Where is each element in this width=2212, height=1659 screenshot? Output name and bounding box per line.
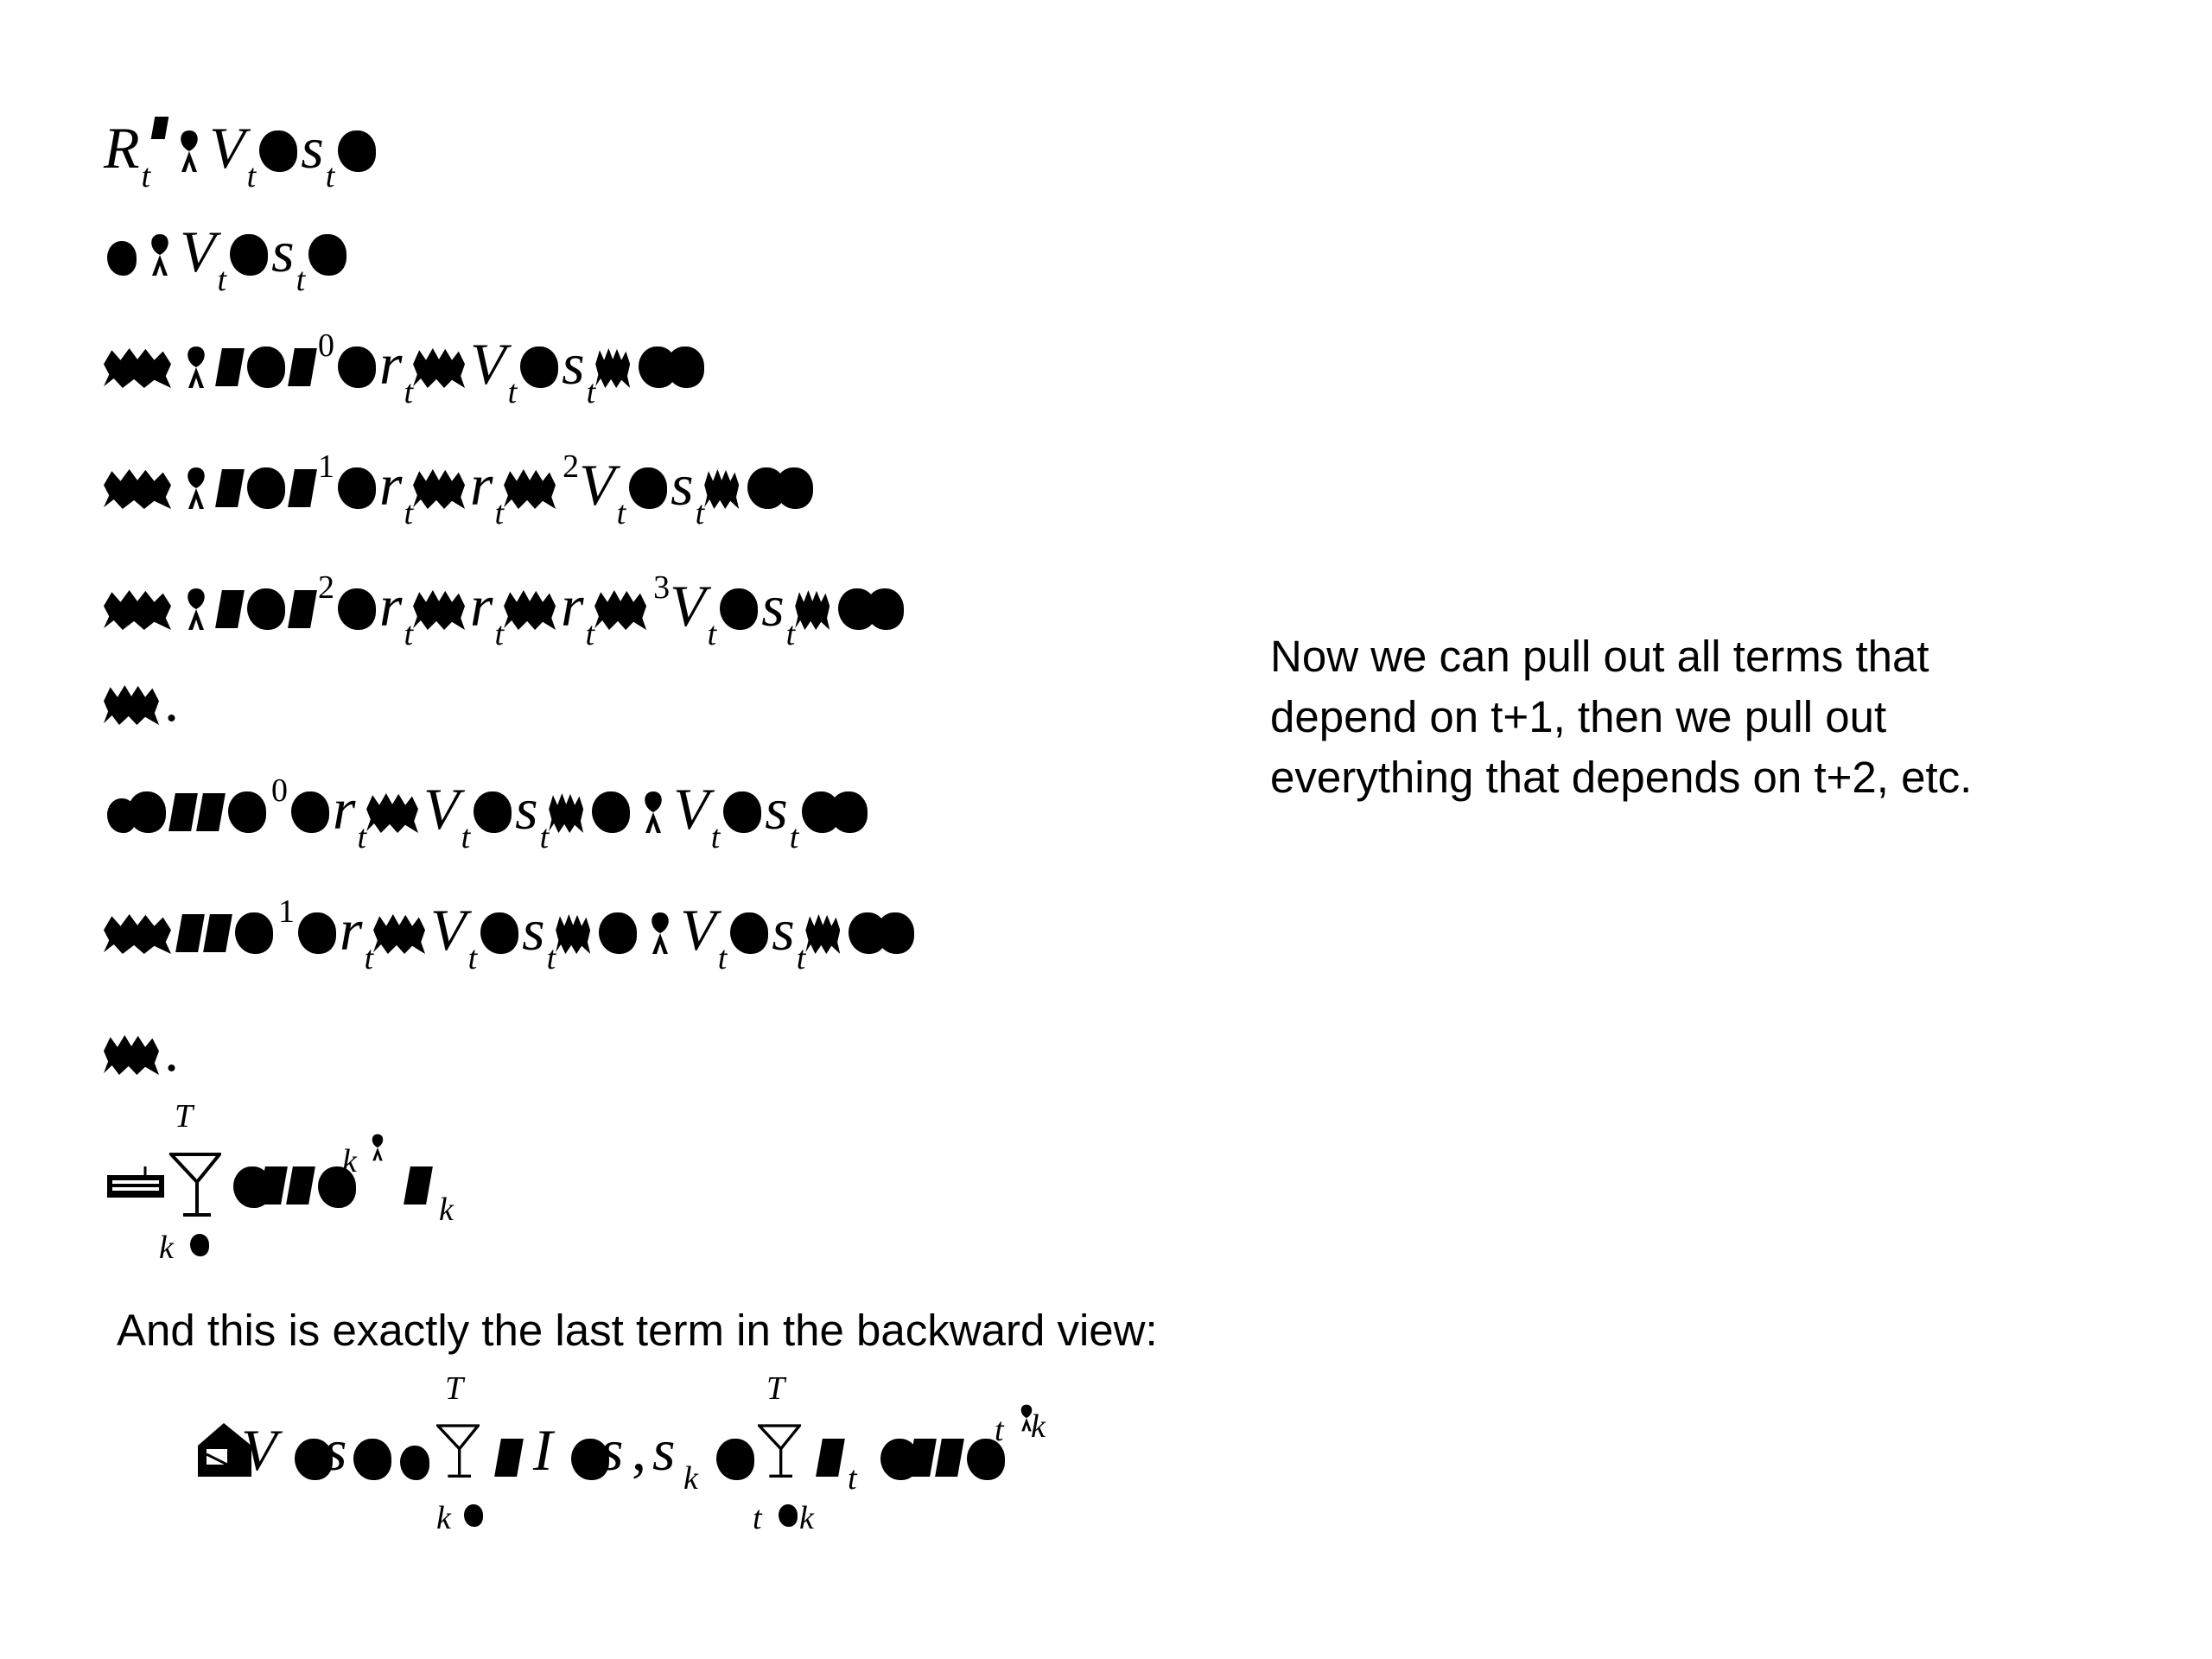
garbled-glyph xyxy=(935,1439,964,1477)
garbled-glyph xyxy=(816,1439,845,1477)
ribbon-glyph xyxy=(181,343,211,391)
superscript-t: t xyxy=(995,1412,1004,1448)
garbled-glyph xyxy=(215,469,245,507)
symbol-s: s xyxy=(515,776,538,842)
symbol-I: I xyxy=(533,1417,553,1483)
paren-glyph xyxy=(353,1439,391,1480)
symbol-V: V xyxy=(430,897,467,963)
sum-lower-limit: k xyxy=(159,1230,174,1266)
ribbon-glyph xyxy=(181,464,211,512)
operator-glyph xyxy=(104,590,171,630)
side-note: Now we can pull out all terms that depend on t+1, then we pull out everything that depends on t+2, etc. xyxy=(1270,632,1973,802)
symbol-V: V xyxy=(680,897,716,963)
subscript-t: t xyxy=(695,495,705,531)
subscript-t: t xyxy=(717,940,728,976)
equation-line-5 xyxy=(104,540,907,652)
subscript-t: t xyxy=(404,616,414,652)
continuation-dots: . xyxy=(164,1018,179,1084)
superscript-1: 1 xyxy=(278,893,295,930)
sum-sigma-glyph xyxy=(169,1151,221,1220)
symbol-s: s xyxy=(271,219,295,284)
subscript-t: t xyxy=(357,819,367,855)
garbled-glyph xyxy=(404,1166,433,1205)
sum-sigma-glyph xyxy=(758,1421,801,1482)
sum-lower-k: k xyxy=(799,1500,814,1536)
symbol-r: r xyxy=(470,573,493,639)
subscript-t: t xyxy=(507,374,518,410)
operator-glyph xyxy=(556,914,590,954)
subscript-t: t xyxy=(217,262,227,298)
garbled-operator-glyph xyxy=(107,1166,164,1201)
ribbon-glyph xyxy=(181,585,211,633)
symbol-V: V xyxy=(470,331,506,397)
operator-glyph xyxy=(504,590,556,630)
sum-sigma-glyph xyxy=(436,1421,480,1482)
paren-glyph xyxy=(474,791,512,833)
symbol-r: r xyxy=(379,452,403,518)
equation-line-4 xyxy=(104,419,817,531)
paren-glyph xyxy=(599,912,637,954)
operator-glyph xyxy=(594,590,646,630)
equation-line-3 xyxy=(104,298,708,410)
operator-glyph xyxy=(413,590,465,630)
garbled-glyph xyxy=(494,1439,524,1477)
subscript-t: t xyxy=(467,940,478,976)
operator-glyph xyxy=(104,914,171,954)
subscript-t: t xyxy=(364,940,374,976)
subscript-t: t xyxy=(404,374,414,410)
garbled-glyph xyxy=(779,1504,798,1527)
subscript-t: t xyxy=(461,819,471,855)
garbled-glyph xyxy=(168,793,198,831)
symbol-s: s xyxy=(522,897,545,963)
paren-glyph xyxy=(235,912,273,954)
subscript-t: t xyxy=(789,819,799,855)
backward-view-equation xyxy=(194,1370,1102,1542)
subscript-t: t xyxy=(616,495,626,531)
symbol-s: s xyxy=(324,1417,347,1483)
operator-glyph xyxy=(595,348,630,388)
equals-glyph xyxy=(190,1234,209,1256)
subscript-t: t xyxy=(586,374,596,410)
subscript-t: t xyxy=(246,158,257,194)
paren-glyph xyxy=(775,467,813,509)
subscript-t: t xyxy=(585,616,595,652)
subscript-t: t xyxy=(785,616,796,652)
paren-glyph xyxy=(338,588,376,630)
subscript-t: t xyxy=(707,616,717,652)
symbol-s: s xyxy=(562,331,585,397)
paren-glyph xyxy=(716,1439,754,1480)
equation-line-7 xyxy=(104,743,871,855)
superscript-3: 3 xyxy=(653,569,671,606)
ribbon-glyph xyxy=(175,127,204,175)
garbled-glyph xyxy=(196,793,226,831)
sum-upper-limit: T xyxy=(766,1370,785,1407)
caption-text: And this is exactly the last term in the backward view: xyxy=(117,1306,1158,1355)
operator-glyph xyxy=(104,348,171,388)
superscript-2: 2 xyxy=(563,448,580,485)
paren-glyph xyxy=(338,130,376,172)
symbol-s: s xyxy=(601,1417,624,1483)
paren-glyph xyxy=(259,130,297,172)
symbol-s: s xyxy=(301,115,324,181)
symbol-V: V xyxy=(423,776,460,842)
subscript-t: t xyxy=(296,262,306,298)
subscript-t: t xyxy=(539,819,550,855)
paren-glyph xyxy=(730,912,768,954)
operator-glyph xyxy=(504,469,556,509)
symbol-r: r xyxy=(333,776,356,842)
garbled-glyph xyxy=(215,590,245,628)
paren-glyph xyxy=(723,791,761,833)
superscript-0: 0 xyxy=(271,772,288,809)
garbled-glyph xyxy=(215,348,245,386)
subscript-k: k xyxy=(683,1460,698,1497)
garbled-glyph xyxy=(203,914,232,952)
paren-glyph xyxy=(291,791,329,833)
operator-glyph xyxy=(104,685,159,725)
operator-glyph xyxy=(413,469,465,509)
paren-glyph xyxy=(128,791,166,833)
equals-glyph xyxy=(400,1446,429,1480)
sum-upper-limit: T xyxy=(445,1370,464,1407)
symbol-V: V xyxy=(209,115,245,181)
symbol-s: s xyxy=(772,897,795,963)
symbol-r: r xyxy=(470,452,493,518)
paren-glyph xyxy=(592,791,630,833)
subscript-t: t xyxy=(141,158,151,194)
comma: , xyxy=(632,1417,646,1483)
subscript-t: t xyxy=(494,495,505,531)
ribbon-glyph xyxy=(368,1132,387,1163)
garbled-glyph xyxy=(288,590,317,628)
paren-glyph xyxy=(230,234,268,276)
symbol-s: s xyxy=(671,452,694,518)
equation-line-8 xyxy=(104,864,918,976)
symbol-V: V xyxy=(180,219,216,284)
sum-upper-limit: T xyxy=(175,1098,194,1135)
subscript-t: t xyxy=(710,819,721,855)
equation-line-9 xyxy=(104,985,179,1084)
superscript-0: 0 xyxy=(318,327,334,364)
sum-lower-limit: k xyxy=(436,1500,451,1536)
equals-glyph xyxy=(107,241,137,276)
sum-lower-limit: t xyxy=(753,1500,762,1536)
subscript-t: t xyxy=(325,158,335,194)
symbol-V: V xyxy=(579,452,615,518)
superscript-2: 2 xyxy=(318,569,334,606)
paren-glyph xyxy=(247,467,285,509)
subscript-t: t xyxy=(796,940,806,976)
symbol-s-k: s xyxy=(652,1417,676,1483)
operator-glyph xyxy=(795,590,830,630)
symbol-s: s xyxy=(765,776,788,842)
paren-glyph xyxy=(876,912,914,954)
subscript-t: t xyxy=(494,616,505,652)
garbled-glyph xyxy=(464,1504,483,1527)
superscript-1: 1 xyxy=(318,448,334,485)
symbol-V: V xyxy=(673,776,709,842)
ribbon-glyph xyxy=(145,231,175,279)
operator-glyph xyxy=(549,793,583,833)
paren-glyph xyxy=(830,791,868,833)
symbol-r: r xyxy=(340,897,363,963)
superscript-k: k xyxy=(1031,1408,1046,1445)
subscript-t: t xyxy=(848,1460,857,1497)
garbled-glyph xyxy=(175,914,205,952)
symbol-r: r xyxy=(379,573,403,639)
operator-glyph xyxy=(104,469,171,509)
subscript-t: t xyxy=(546,940,556,976)
garbled-glyph xyxy=(151,117,169,139)
paren-glyph xyxy=(338,346,376,388)
continuation-dots: . xyxy=(164,668,179,734)
summation-expression xyxy=(104,1097,536,1270)
garbled-glyph xyxy=(288,348,317,386)
paren-glyph xyxy=(247,346,285,388)
paren-glyph xyxy=(308,234,346,276)
sum-subscript-k: k xyxy=(439,1192,454,1228)
equation-line-2 xyxy=(104,186,350,298)
symbol-V: V xyxy=(241,1417,277,1483)
paren-glyph xyxy=(629,467,667,509)
operator-glyph xyxy=(366,793,418,833)
garbled-glyph xyxy=(286,1166,315,1205)
operator-glyph xyxy=(805,914,840,954)
paren-glyph xyxy=(228,791,266,833)
operator-glyph xyxy=(413,348,465,388)
operator-glyph xyxy=(104,1035,159,1075)
equation-line-6 xyxy=(104,635,179,734)
paren-glyph xyxy=(338,467,376,509)
ribbon-glyph xyxy=(639,788,668,836)
symbol-r: r xyxy=(379,331,403,397)
ribbon-glyph xyxy=(645,909,675,957)
symbol-V: V xyxy=(670,573,706,639)
subscript-t: t xyxy=(404,495,414,531)
symbol-R: R xyxy=(104,115,140,181)
paren-glyph xyxy=(720,588,758,630)
symbol-r: r xyxy=(561,573,584,639)
equation-line-1 xyxy=(104,82,379,194)
symbol-s: s xyxy=(761,573,785,639)
paren-glyph xyxy=(666,346,704,388)
paren-glyph xyxy=(247,588,285,630)
paren-glyph xyxy=(866,588,904,630)
operator-glyph xyxy=(704,469,739,509)
operator-glyph xyxy=(373,914,425,954)
garbled-glyph xyxy=(288,469,317,507)
paren-glyph xyxy=(298,912,336,954)
paren-glyph xyxy=(520,346,558,388)
paren-glyph xyxy=(480,912,518,954)
sum-exponent: k xyxy=(342,1143,357,1179)
